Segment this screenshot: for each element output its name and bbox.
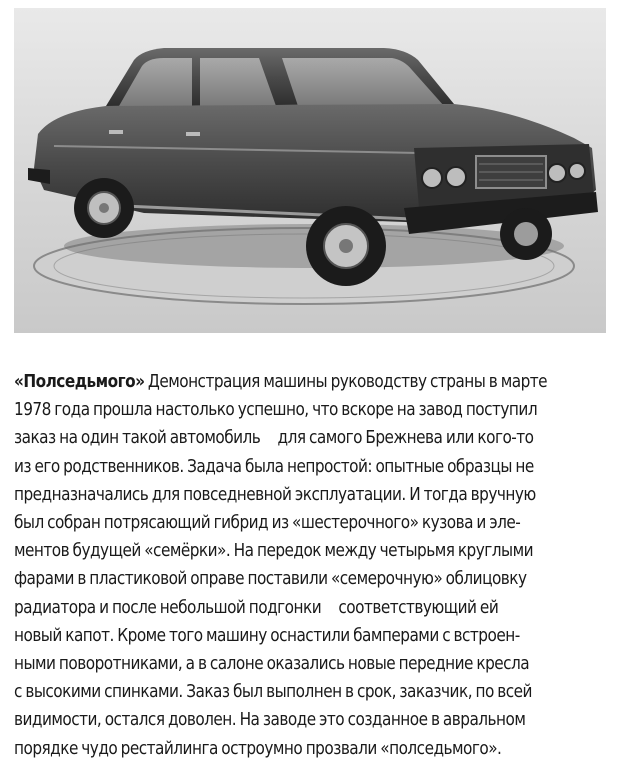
caption-line-1-text: Демонстрация машины руководству страны в марте xyxy=(144,372,548,392)
caption-line-11: ными поворотниками, а в салоне оказались новые передние кресла xyxy=(14,654,530,675)
caption-line-5: предназначались для повседневной эксплуатации. И тогда вручную xyxy=(14,484,536,505)
lead-title: «Полседьмого» xyxy=(14,372,145,392)
caption-line-10: новый капот. Кроме того машину оснастили бамперами с встроен- xyxy=(14,625,520,646)
caption-line-2: 1978 года прошла настолько успешно, что вскоре на завод поступил xyxy=(14,400,538,421)
caption-line-3: заказ на один такой автомобиль для самого Брежнева или кого-то xyxy=(14,428,534,449)
caption-line-4: из его родственников. Задача была непростой: опытные образцы не xyxy=(14,456,534,477)
caption-line-8: фарами в пластиковой оправе поставили «семерочную» облицовку xyxy=(14,569,527,590)
car-photo xyxy=(14,8,606,333)
caption-line-7: ментов будущей «семёрки». На передок между четырьмя круглыми xyxy=(14,541,534,562)
caption-line-12: с высокими спинками. Заказ был выполнен в срок, заказчик, по всей xyxy=(14,682,532,703)
caption-line-6: был собран потрясающий гибрид из «шестерочного» кузова и эле- xyxy=(14,513,521,534)
caption-line-13: видимости, остался доволен. На заводе это созданное в авральном xyxy=(14,710,526,731)
article-caption xyxy=(14,368,548,763)
caption-line-1 xyxy=(14,368,548,396)
caption-line-9: радиатора и после небольшой подгонки соответствующий ей xyxy=(14,597,499,618)
caption-line-14: порядке чудо рестайлинга остроумно прозвали «полседьмого». xyxy=(14,738,502,759)
